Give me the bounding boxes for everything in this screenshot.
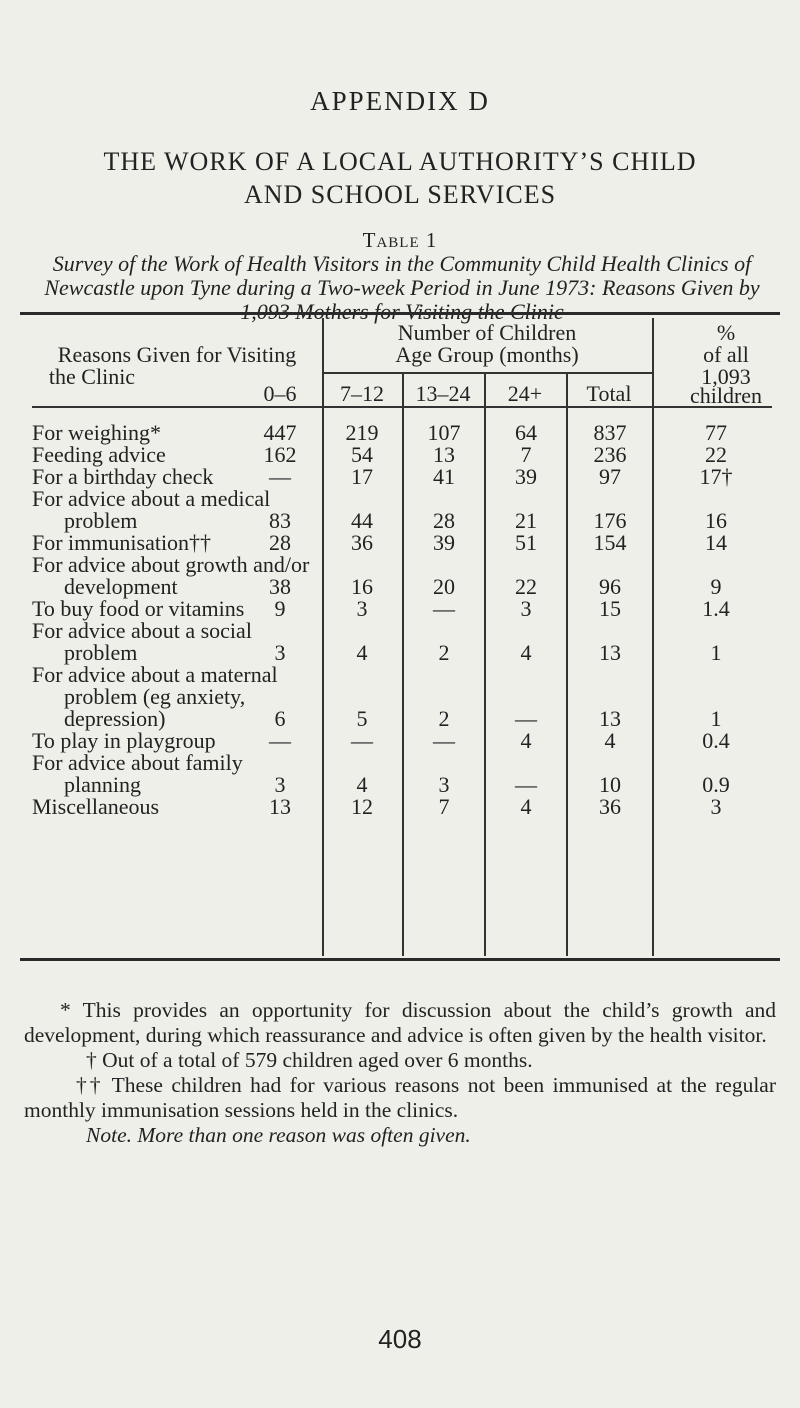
pct-header-line1: % [716, 320, 736, 345]
cell-0-6: 13 [269, 794, 291, 819]
cell-total: 15 [599, 596, 621, 621]
cell-24-plus: 4 [520, 794, 532, 819]
row-label-cont [32, 576, 178, 598]
footnote-dagger: † Out of a total of 579 children aged over 6 months. [86, 1048, 533, 1072]
table-top-rule [20, 312, 780, 315]
cell-24-plus: 7 [520, 442, 532, 467]
row-label: For advice about a social [32, 618, 252, 643]
cell-7-12: 44 [351, 508, 373, 533]
row-label-cont-text: problem [64, 508, 138, 533]
row-label: For advice about a maternal [32, 662, 278, 687]
chapter-title-line2: AND SCHOOL SERVICES [243, 180, 557, 209]
cell-24-plus: 3 [520, 596, 532, 621]
cell-24-plus: — [515, 706, 537, 731]
col-header-0-6: 0–6 [263, 381, 297, 406]
cell-13-24: 28 [433, 508, 455, 533]
cell-7-12: 4 [356, 772, 368, 797]
footnote-star: * This provides an opportunity for discussion about the child’s growth and development, during which reassurance and advice is often given by the health visitor. [24, 998, 776, 1047]
group-underline [322, 372, 652, 374]
table-caption: Survey of the Work of Health Visitors in the Community Child Health Clinics of Newcastle upon Tyne during a Two-week Period in June 1973: Reasons Given by [44, 251, 760, 300]
row-label: For weighing* [32, 420, 161, 445]
row-label-cont-text: depression) [64, 706, 166, 731]
cell-pct: 17† [699, 464, 733, 489]
row-label: Miscellaneous [32, 794, 160, 819]
cell-pct: 1.4 [702, 596, 730, 621]
cell-13-24: 2 [438, 640, 450, 665]
row-label: For advice about growth and/or [32, 552, 310, 577]
cell-0-6: 3 [274, 640, 286, 665]
cell-total: 97 [599, 464, 621, 489]
cell-7-12: 5 [356, 706, 368, 731]
cell-total: 10 [599, 772, 621, 797]
cell-13-24: 20 [433, 574, 455, 599]
footnote-double-dagger: †† These children had for various reasons not been immunised at the regular monthly immunisation sessions held in the clinics. [24, 1073, 776, 1122]
cell-7-12: 4 [356, 640, 368, 665]
cell-0-6: 3 [274, 772, 286, 797]
column-divider [566, 372, 568, 956]
pct-header-line3: 1,093 [701, 364, 751, 389]
cell-13-24: 13 [433, 442, 455, 467]
cell-total: 176 [593, 508, 627, 533]
cell-pct: 3 [710, 794, 722, 819]
pct-header-line2: of all [703, 342, 749, 367]
cell-pct: 9 [710, 574, 722, 599]
cell-13-24: 3 [438, 772, 450, 797]
cell-0-6: 83 [269, 508, 291, 533]
row-label: For immunisation†† [32, 530, 212, 555]
cell-pct: 0.9 [702, 772, 730, 797]
cell-0-6: 162 [263, 442, 297, 467]
cell-13-24: 2 [438, 706, 450, 731]
row-label-cont-text: planning [64, 772, 141, 797]
cell-pct: 1 [710, 706, 722, 731]
row-label: Feeding advice [32, 442, 166, 467]
cell-24-plus: 21 [515, 508, 537, 533]
group-header-line1: Number of Children [397, 320, 577, 345]
row-label: For advice about family [32, 750, 243, 775]
footnote-note: Note. More than one reason was often given. [86, 1123, 471, 1147]
cell-13-24: — [433, 596, 455, 621]
cell-24-plus: 39 [515, 464, 537, 489]
row-label-cont [32, 642, 137, 664]
cell-7-12: 54 [351, 442, 373, 467]
cell-13-24: 41 [433, 464, 455, 489]
cell-0-6: 6 [274, 706, 286, 731]
cell-24-plus: 51 [515, 530, 537, 555]
col-header-24-plus: 24+ [507, 381, 543, 406]
cell-7-12: 17 [351, 464, 373, 489]
pct-header-line4: children [689, 383, 763, 408]
cell-13-24: 39 [433, 530, 455, 555]
page-number: 408 [378, 1324, 422, 1354]
footnotes [24, 998, 776, 1148]
cell-pct: 0.4 [702, 728, 730, 753]
row-label-cont-text: problem [64, 640, 138, 665]
cell-7-12: — [351, 728, 373, 753]
row-label-cont-text: problem (eg anxiety, [64, 684, 246, 709]
row-label-cont [32, 510, 137, 532]
cell-pct: 16 [705, 508, 727, 533]
cell-total: 4 [604, 728, 616, 753]
row-label-cont-text: development [64, 574, 178, 599]
cell-0-6: 38 [269, 574, 291, 599]
cell-24-plus: 22 [515, 574, 537, 599]
table-bottom-rule [20, 958, 780, 961]
cell-total: 13 [599, 640, 621, 665]
cell-0-6: 9 [274, 596, 286, 621]
row-label: For advice about a medical [32, 486, 271, 511]
cell-pct: 77 [705, 420, 727, 445]
cell-7-12: 12 [351, 794, 373, 819]
cell-pct: 14 [705, 530, 727, 555]
cell-13-24: 7 [438, 794, 450, 819]
cell-24-plus: 64 [515, 420, 537, 445]
row-label: To play in playgroup [32, 728, 216, 753]
cell-0-6: — [269, 728, 291, 753]
reason-header-line1: Reasons Given for Visiting [57, 342, 297, 367]
cell-total: 236 [593, 442, 627, 467]
cell-0-6: 447 [263, 420, 297, 445]
cell-0-6: 28 [269, 530, 291, 555]
cell-total: 96 [599, 574, 621, 599]
cell-7-12: 219 [345, 420, 379, 445]
column-divider [322, 318, 324, 956]
row-label-cont [32, 708, 165, 730]
cell-24-plus: — [515, 772, 537, 797]
cell-pct: 1 [710, 640, 722, 665]
table-label: Table 1 [362, 228, 438, 252]
row-label: For a birthday check [32, 464, 214, 489]
cell-24-plus: 4 [520, 640, 532, 665]
cell-13-24: — [433, 728, 455, 753]
row-label-cont [32, 686, 245, 708]
cell-7-12: 3 [356, 596, 368, 621]
cell-7-12: 36 [351, 530, 373, 555]
row-label-cont [32, 774, 141, 796]
appendix-heading: APPENDIX D [310, 86, 490, 116]
cell-13-24: 107 [427, 420, 461, 445]
cell-total: 154 [593, 530, 627, 555]
cell-7-12: 16 [351, 574, 373, 599]
cell-total: 837 [593, 420, 627, 445]
col-header-7-12: 7–12 [340, 381, 384, 406]
cell-pct: 22 [705, 442, 727, 467]
chapter-title-line1: THE WORK OF A LOCAL AUTHORITY’S CHILD [103, 147, 697, 176]
cell-total: 36 [599, 794, 621, 819]
col-header-13-24: 13–24 [415, 381, 471, 406]
cell-24-plus: 4 [520, 728, 532, 753]
reason-header-line2: the Clinic [48, 364, 136, 389]
col-header-total: Total [586, 381, 632, 406]
group-header-line2: Age Group (months) [395, 342, 579, 367]
cell-total: 13 [599, 706, 621, 731]
column-divider [652, 318, 654, 956]
cell-0-6: — [269, 464, 291, 489]
row-label: To buy food or vitamins [32, 596, 245, 621]
